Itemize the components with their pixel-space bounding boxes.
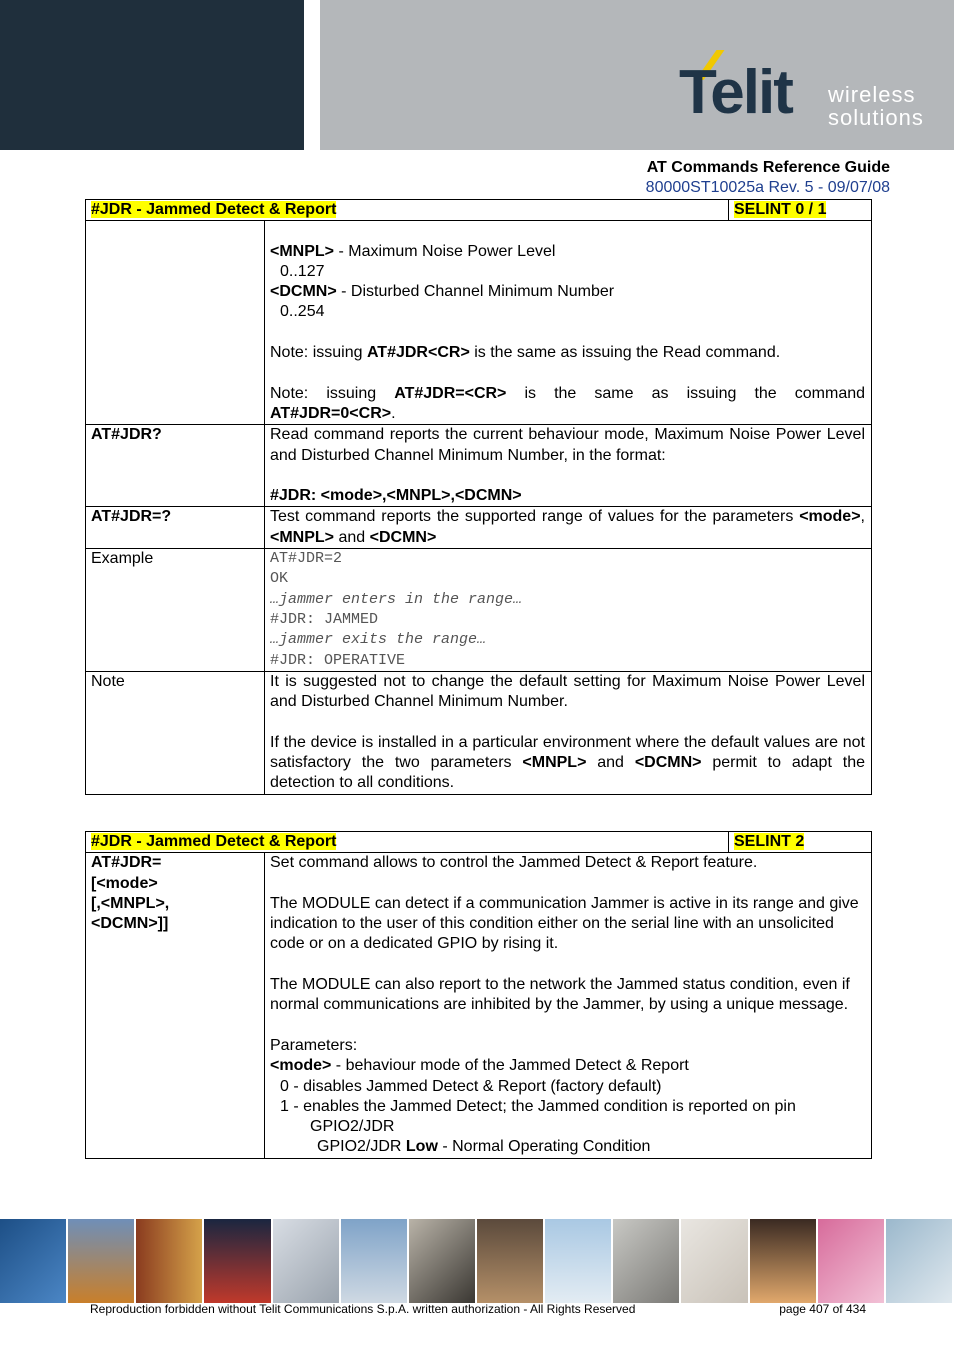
header-dark-panel (0, 0, 304, 150)
footer-photo (545, 1219, 611, 1303)
selint-badge: SELINT 2 (729, 832, 872, 853)
footer-photo (818, 1219, 884, 1303)
command-table-selint01 (85, 199, 872, 795)
doc-title: AT Commands Reference Guide (646, 159, 890, 176)
selint-badge: SELINT 0 / 1 (729, 200, 872, 221)
telit-logo (676, 50, 936, 134)
row-label-example: Example (86, 549, 265, 672)
logo-tagline-2: solutions (828, 105, 924, 130)
footer-photo-strip (0, 1219, 954, 1303)
footer-photo (477, 1219, 543, 1303)
footer-photo (136, 1219, 202, 1303)
footer-photo (0, 1219, 66, 1303)
page-number: page 407 of 434 (779, 1302, 866, 1316)
footer-photo (204, 1219, 270, 1303)
footer-photo (613, 1219, 679, 1303)
params-cell: <MNPL> - Maximum Noise Power Level 0..127 <DCMN> - Disturbed Channel Minimum Number 0..254 Note: issuing AT#JDR<CR> is the same as issuing the Read command. Note: issuing AT#JDR=<CR> is the same as issuing the command AT#JDR=0<CR>. (265, 221, 872, 425)
row-label-empty (86, 221, 265, 425)
footer-photo (273, 1219, 339, 1303)
footer-photo (681, 1219, 747, 1303)
row-label-test: AT#JDR=? (86, 507, 265, 549)
note-cell: It is suggested not to change the default setting for Maximum Noise Power Level and Disturbed Channel Minimum Number. If the device is installed in a particular environment where the default values are not satisfactory the two parameters <MNPL> and <DCMN> permit to adapt the detection to all conditions. (265, 671, 872, 794)
footer-notice: Reproduction forbidden without Telit Communications S.p.A. written authorization - All Rights Reserved (90, 1302, 636, 1316)
set-cell: Set command allows to control the Jammed Detect & Report feature. The MODULE can detect if a communication Jammer is active in its range and give indication to the user of this condition either on the serial line with an unsolicited code or on a dedicated GPIO by rising it. The MODULE can also report to the network the Jammed status condition, even if normal communications are inhibited by the Jammer, by using a unique message. Parameters: <mode> - behaviour mode of the Jammed Detect & Report 0 - disables Jammed Detect & Report (factory default) 1 - enables the Jammed Detect; the Jammed condition is reported on pin GPIO2/JDR GPIO2/JDR Low - Normal Operating Condition (265, 853, 872, 1158)
example-cell: AT#JDR=2 OK …jammer enters in the range… #JDR: JAMMED …jammer exits the range… #JDR: OPERATIVE (265, 549, 872, 672)
command-table-selint2 (85, 831, 872, 1159)
footer-photo (886, 1219, 952, 1303)
row-label-note: Note (86, 671, 265, 794)
table-title: #JDR - Jammed Detect & Report (86, 832, 729, 853)
read-cell: Read command reports the current behaviour mode, Maximum Noise Power Level and Disturbed Channel Minimum Number, in the format: #JDR: <mode>,<MNPL>,<DCMN> (265, 425, 872, 507)
footer-photo (341, 1219, 407, 1303)
footer-photo (750, 1219, 816, 1303)
logo-tagline-1: wireless (828, 82, 916, 107)
logo-brand: Telit (679, 58, 792, 127)
row-label-read: AT#JDR? (86, 425, 265, 507)
row-label-set: AT#JDR= [<mode> [,<MNPL>, <DCMN>]] (86, 853, 265, 1158)
footer-photo (68, 1219, 134, 1303)
footer-photo (409, 1219, 475, 1303)
table-title: #JDR - Jammed Detect & Report (86, 200, 729, 221)
test-cell: Test command reports the supported range of values for the parameters <mode>,<MNPL> and <DCMN> (265, 507, 872, 549)
doc-reference: 80000ST10025a Rev. 5 - 09/07/08 (645, 179, 890, 196)
